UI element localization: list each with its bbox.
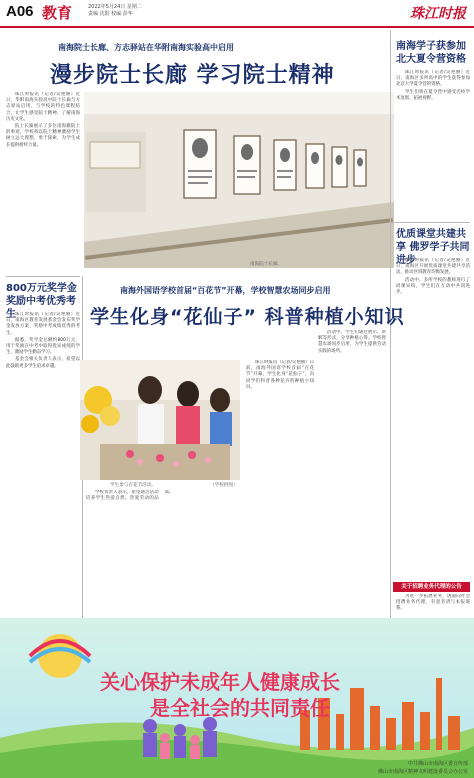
flower-festival-photo xyxy=(80,360,240,480)
date: 2022年5月24日 星期二 xyxy=(88,4,142,10)
story2-photo-credit: （学校供图） xyxy=(210,483,238,488)
ad-slogan-line1: 关心保护未成年人健康成长 xyxy=(100,670,340,694)
story1-kicker: 南海院士长廊、方志驿站在华附南海实验高中启用 xyxy=(58,43,234,52)
notice-text: 为进一步拓展业务，现面向社会招聘业务代理，有意者请与本报联系。 xyxy=(396,594,470,612)
sidebar-left-paragraph: 基金会相关负责人表示，希望以此鼓励更多学生追求卓越。 xyxy=(6,357,80,369)
ad-slogan-line2: 是全社会的共同责任 xyxy=(150,696,330,720)
sidebar-right1-paragraph: 学生们将在夏令营中感受名校学术氛围，拓展视野。 xyxy=(396,89,470,101)
masthead-logo: 珠江时报 xyxy=(410,6,466,22)
story2-kicker: 南海外国语学校首届“百花节”开幕，学校智慧农场同步启用 xyxy=(120,286,331,295)
sidebar-right2-paragraph: 珠江时报讯（记者/吴艳丽）近日，南海区开展优质课堂共建共享活动，推动区域教育均衡发展。 xyxy=(396,258,470,276)
story2-paragraph: 珠江时报讯（记者/吴艳丽）日前，南海外国语学校首届“百花节”开幕，学生化身“花仙子”，向同学们科普各种花卉的种植小知识。 xyxy=(246,360,314,390)
story2-photo xyxy=(80,360,240,480)
notice-title: 关于招聘业务代理的公告 xyxy=(393,582,470,592)
sidebar-right2-headline: 优质课堂共建共享 佛罗学子共同进步 xyxy=(396,229,470,266)
story1-headline: 漫步院士长廊 学习院士精神 xyxy=(50,63,335,88)
story1-photo-caption: 南海院士长廊。 xyxy=(250,262,283,267)
story2-body-bottom xyxy=(86,490,316,614)
story1-paragraph: 珠江时报讯（记者/吴艳丽）近日，华附南海实验高中院士长廊与方志驿站启用，与学校的特色课程结合，让学生感受院士精神，了解南海历史文化。 xyxy=(6,92,80,122)
story2-photo-caption: 学生参与百花节活动。 xyxy=(110,483,156,488)
notice-body xyxy=(396,594,470,612)
sidebar-left-paragraph: 珠江时报讯（记者/吴艳丽）近日，南海区教育发展基金会发布奖学金发放方案，奖励中考成绩优秀的考生。 xyxy=(6,312,80,336)
ad-org-1: 中共佛山市南海区委宣传部 xyxy=(407,761,468,767)
sidebar-left-headline: 800万元奖学金奖励中考优秀考生 xyxy=(6,283,77,320)
section-name: 教育 xyxy=(42,4,73,22)
sidebar-right2-body xyxy=(396,258,470,578)
page-number: A06 xyxy=(6,3,34,20)
academician-corridor-photo xyxy=(84,92,394,268)
divider-left xyxy=(6,276,80,277)
sidebar-left-body xyxy=(6,312,80,612)
story2-body-right xyxy=(318,330,386,615)
story2-headline: 学生化身“花仙子” 科普种植小知识 xyxy=(90,306,405,328)
divider-right xyxy=(393,222,470,223)
sidebar-right1-headline: 南海学子获参加北大夏令营资格 xyxy=(396,41,466,65)
sidebar-right1-body xyxy=(396,70,470,220)
story1-paragraph: 院士长廊展示了多位南海籍院士的事迹，学校将以院士精神激励学生树立远大理想，勇于探索，为学生成长提供榜样力量。 xyxy=(6,124,80,148)
story2-paragraph: 学校负责人表示，希望通过活动培养学生热爱自然、热爱劳动的品质。 xyxy=(86,490,174,502)
page-header xyxy=(0,0,474,28)
story1-body-left xyxy=(6,92,80,272)
sidebar-left-paragraph: 据悉，奖学金总额约800万元，用于奖励在中考中取得优异成绩的学生，激励学生勤奋学习。 xyxy=(6,337,80,356)
sidebar-right1-paragraph: 珠江时报讯（记者/吴艳丽）近日，南海区多所高中的学生获得参加北京大学夏令营的资格。 xyxy=(396,70,470,88)
story2-paragraph: 活动中，学生们通过展示、讲解等形式，分享种植心得。学校智慧农场同步启用，为学生提供劳动实践的场所。 xyxy=(318,330,386,354)
story2-body-mid xyxy=(246,360,314,485)
story1-photo xyxy=(84,92,394,268)
sidebar-right2-paragraph: 活动中，多所学校的教师进行了同课异构，学生们在互动中共同进步。 xyxy=(396,277,470,296)
dateline xyxy=(88,4,142,18)
ad-org-2: 佛山市南海区精神文明建设委员会办公室 xyxy=(377,769,468,775)
editors: 责编 沈阳 校编 彭华 xyxy=(88,11,133,17)
